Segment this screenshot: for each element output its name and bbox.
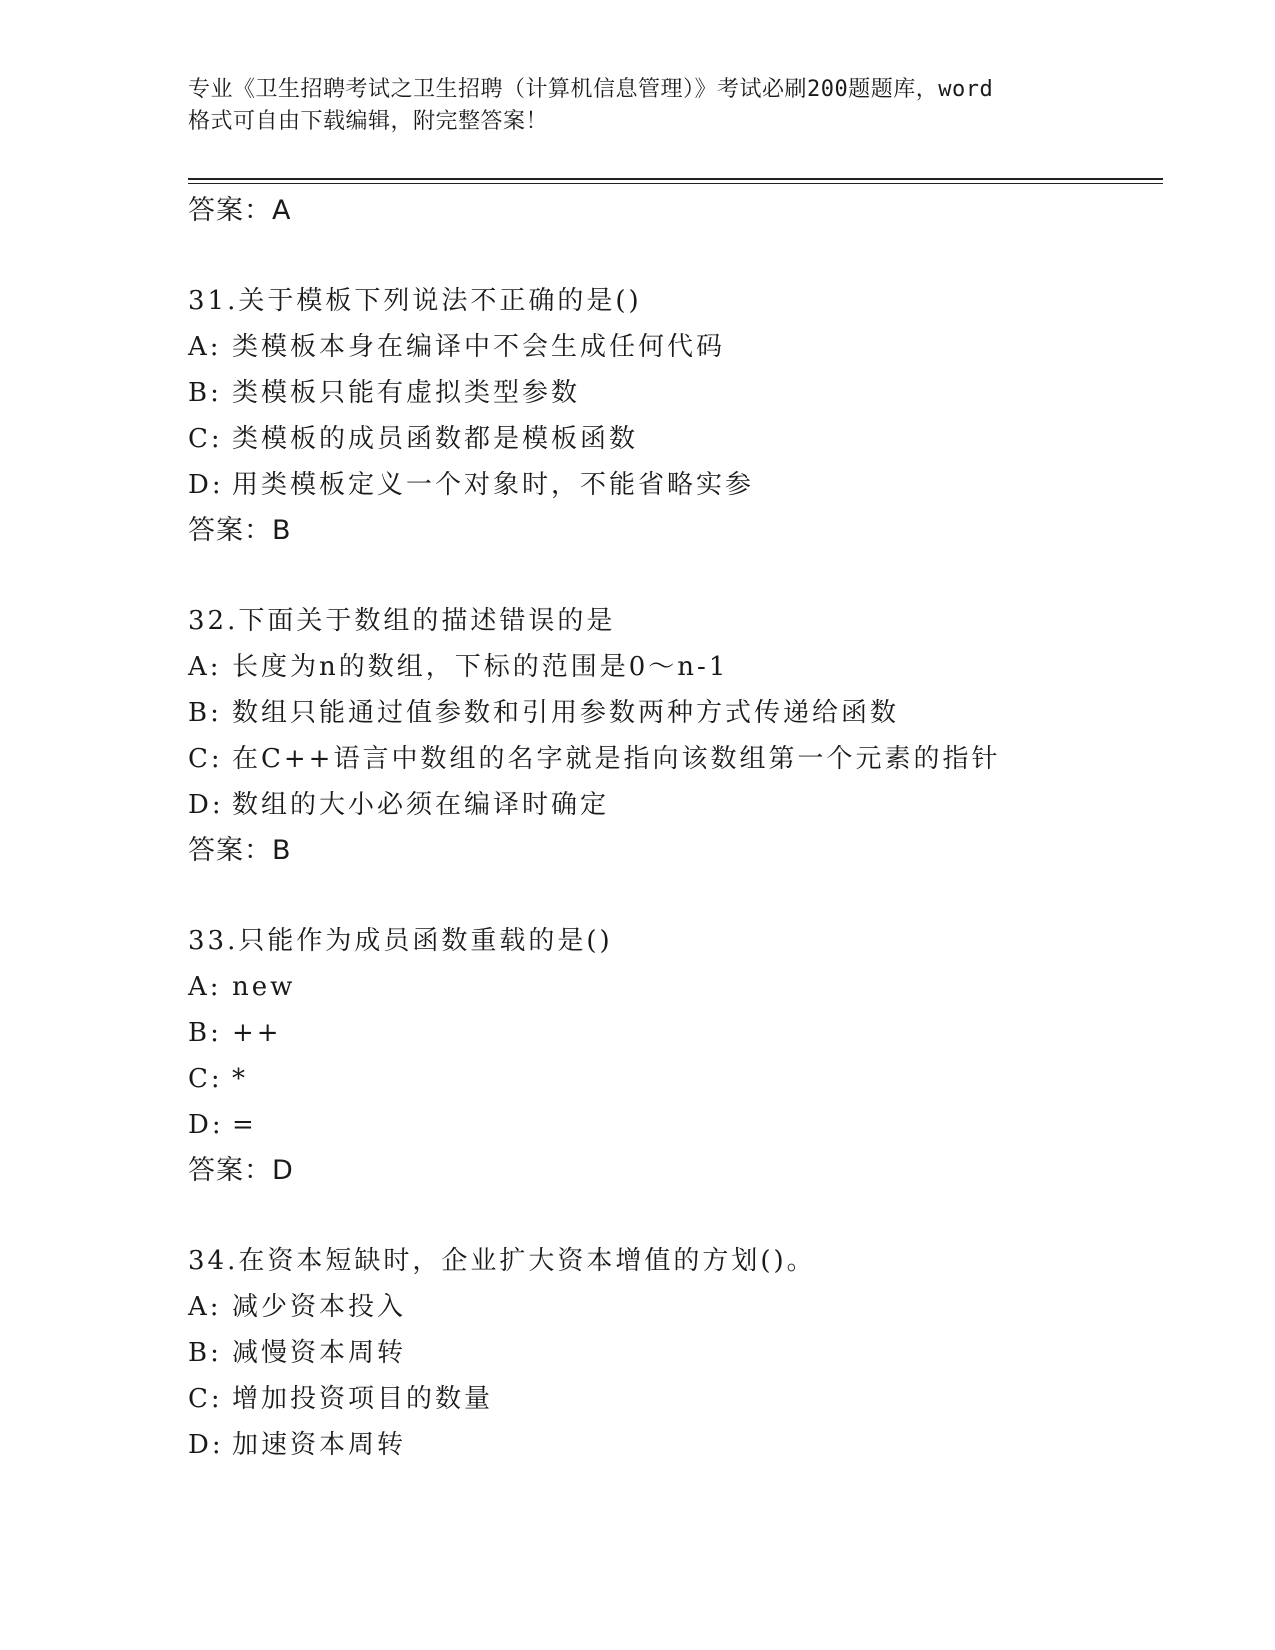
option-letter: A: [188,652,222,682]
answer: 答案：D [188,1155,294,1186]
question-list [188,188,1163,1468]
question-31 [188,278,1163,554]
option-letter: C: [188,424,223,454]
option-letter: B: [188,378,222,408]
option-d [188,462,1163,508]
option-text: * [232,1064,248,1094]
option-text: 减慢资本周转 [232,1338,407,1368]
option-text: 增加投资项目的数量 [232,1384,494,1414]
option-a [188,644,1163,690]
option-letter: D: [188,470,224,500]
question-stem: 33.只能作为成员函数重载的是() [188,926,613,956]
question-32 [188,598,1163,874]
question-stem: 32.下面关于数组的描述错误的是 [188,606,616,636]
spacer [188,234,1163,278]
option-letter: C: [188,744,223,774]
option-c [188,736,1163,782]
previous-answer: 答案：A [188,195,292,226]
option-c [188,416,1163,462]
answer: 答案：B [188,835,292,866]
option-text: 在C++语言中数组的名字就是指向该数组第一个元素的指针 [232,744,1001,774]
option-d [188,1102,1163,1148]
option-c [188,1056,1163,1102]
option-text: 减少资本投入 [232,1292,407,1322]
option-letter: C: [188,1384,223,1414]
header-line-1: 专业《卫生招聘考试之卫生招聘（计算机信息管理）》考试必刷200题题库，word [188,77,994,102]
option-text: 类模板只能有虚拟类型参数 [232,378,581,408]
header-line-2: 格式可自由下载编辑，附完整答案！ [188,109,549,134]
option-text: = [232,1110,257,1140]
option-letter: A: [188,972,222,1002]
option-text: 长度为n的数组，下标的范围是0～n-1 [232,652,729,682]
option-letter: B: [188,1338,222,1368]
option-c [188,1376,1163,1422]
option-text: 加速资本周转 [232,1430,407,1460]
spacer [188,554,1163,598]
option-text: 类模板本身在编译中不会生成任何代码 [232,332,726,362]
option-a [188,964,1163,1010]
option-b [188,690,1163,736]
option-letter: D: [188,1110,224,1140]
option-text: 类模板的成员函数都是模板函数 [232,424,639,454]
spacer [188,1194,1163,1238]
option-letter: B: [188,698,222,728]
document-header [188,74,1088,138]
option-text: ++ [232,1018,282,1048]
option-b [188,370,1163,416]
spacer [188,874,1163,918]
option-b [188,1330,1163,1376]
option-text: 数组的大小必须在编译时确定 [232,790,610,820]
option-text: new [232,972,296,1002]
question-stem: 31.关于模板下列说法不正确的是() [188,286,642,316]
answer: 答案：B [188,515,292,546]
header-divider-thin [188,183,1163,184]
option-text: 数组只能通过值参数和引用参数两种方式传递给函数 [232,698,900,728]
option-letter: C: [188,1064,223,1094]
header-divider-thick [188,178,1163,180]
option-letter: A: [188,1292,222,1322]
question-34 [188,1238,1163,1468]
option-a [188,324,1163,370]
option-letter: D: [188,790,224,820]
option-letter: D: [188,1430,224,1460]
option-b [188,1010,1163,1056]
question-stem: 34.在资本短缺时，企业扩大资本增值的方划()。 [188,1246,816,1276]
option-d [188,1422,1163,1468]
option-letter: A: [188,332,222,362]
option-a [188,1284,1163,1330]
option-letter: B: [188,1018,222,1048]
option-d [188,782,1163,828]
question-33 [188,918,1163,1194]
option-text: 用类模板定义一个对象时，不能省略实参 [232,470,755,500]
